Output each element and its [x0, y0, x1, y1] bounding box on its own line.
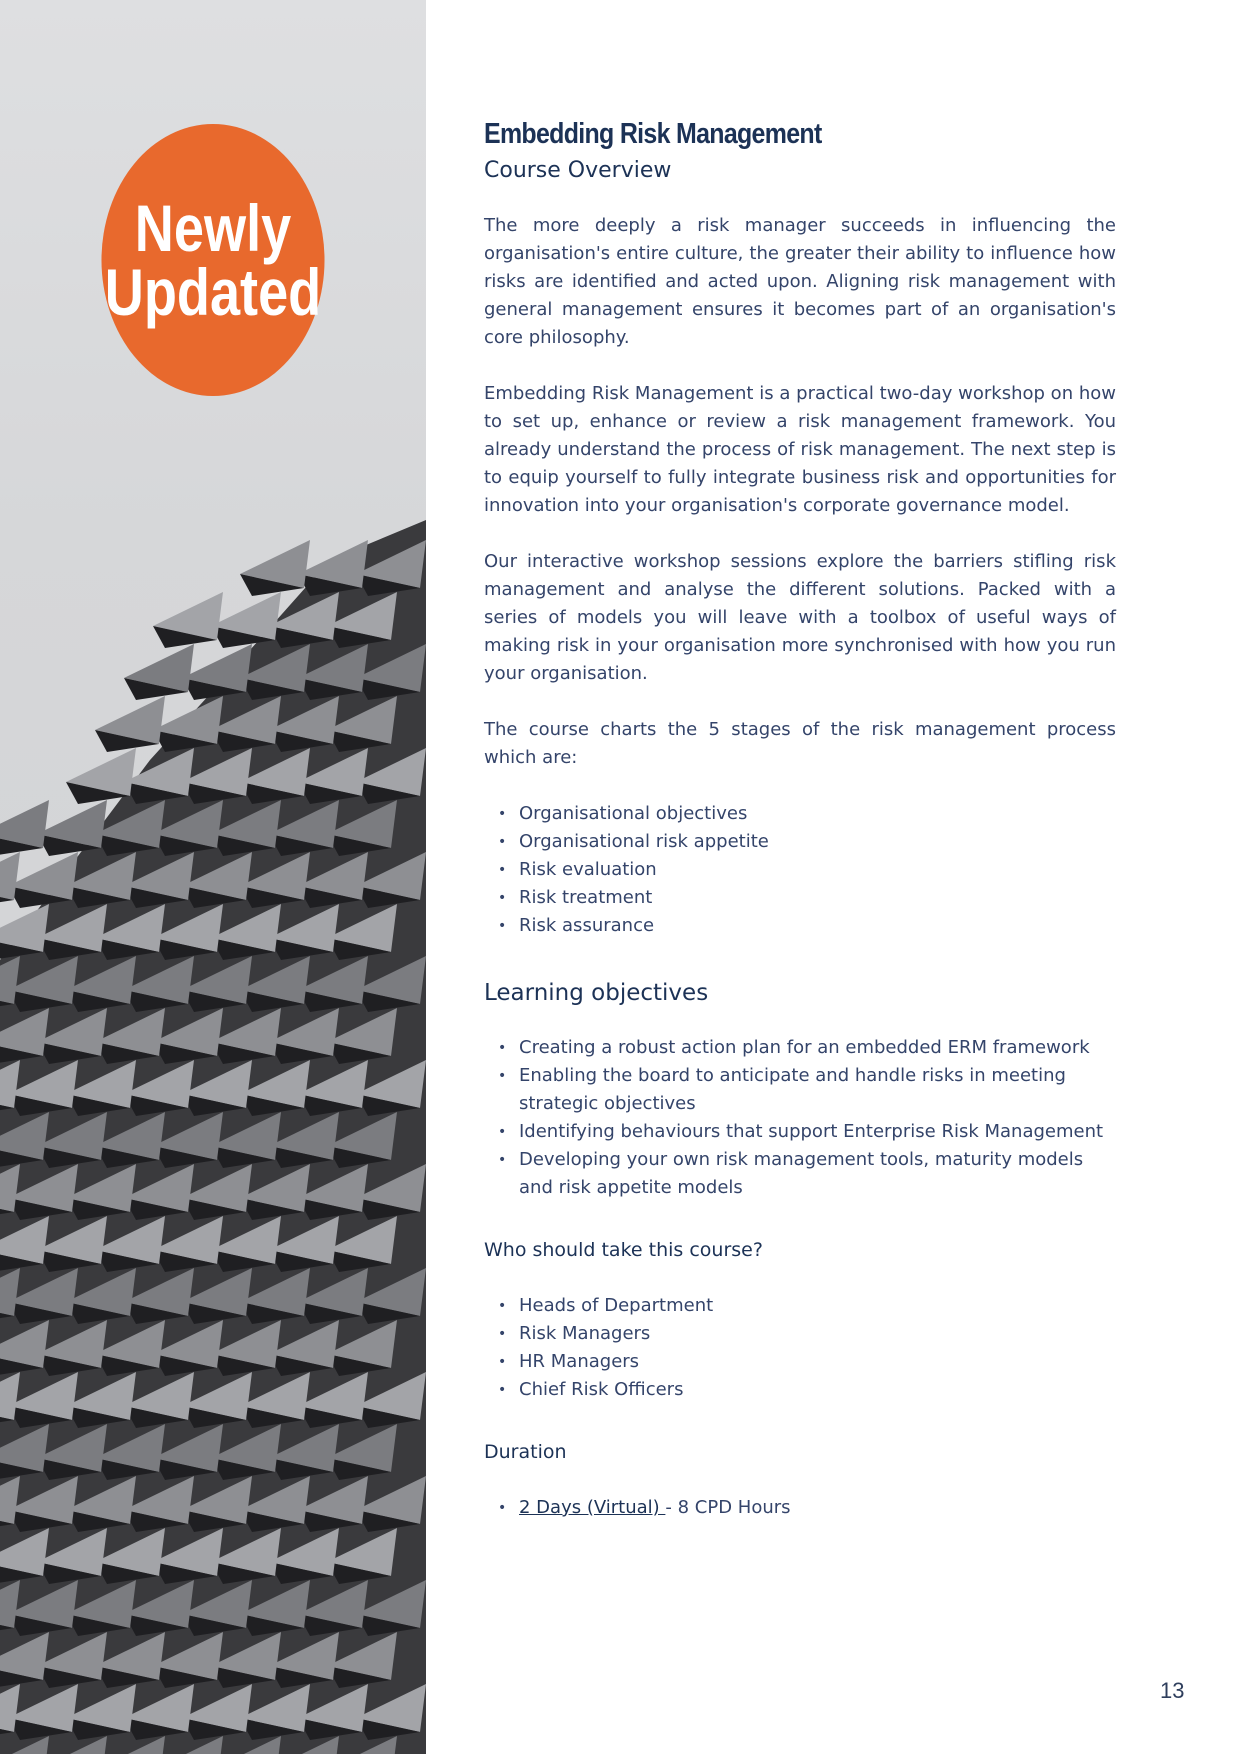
course-subtitle: Course Overview — [484, 158, 672, 183]
duration-list — [484, 1494, 1116, 1522]
overview-paragraph-4: The course charts the 5 stages of the risk management process which are: — [484, 719, 1116, 768]
list-item: • Organisational objectives — [519, 800, 1116, 828]
duration-heading: Duration — [484, 1441, 567, 1463]
newly-updated-badge — [101, 124, 324, 396]
duration-suffix: - 8 CPD Hours — [665, 1497, 791, 1518]
list-item: • Enabling the board to anticipate and handle risks in meeting strategic objectives — [519, 1062, 1116, 1118]
list-item: • Risk assurance — [519, 912, 1116, 940]
badge-line-1: Newly — [134, 191, 292, 265]
badge-line-2: Updated — [104, 255, 322, 329]
list-item: • Risk Managers — [519, 1320, 1116, 1348]
list-item: • Developing your own risk management tools, maturity models and risk appetite models — [519, 1146, 1116, 1202]
list-item: • Identifying behaviours that support Enterprise Risk Management — [519, 1118, 1116, 1146]
learning-objectives-heading: Learning objectives — [484, 980, 709, 1006]
list-item: • Heads of Department — [519, 1292, 1116, 1320]
stages-list — [484, 800, 1116, 940]
list-item: • Chief Risk Officers — [519, 1376, 1116, 1404]
audience-list — [484, 1292, 1116, 1404]
list-item: • Risk treatment — [519, 884, 1116, 912]
overview-paragraph-1: The more deeply a risk manager succeeds in influencing the organisation's entire culture, the greater their ability to influence how risks are identified and acted upon. Aligning risk management with general management ensures it becomes part of an organisation's core philosophy. — [484, 215, 1116, 348]
building-photo — [0, 0, 426, 1754]
overview-paragraph-2: Embedding Risk Management is a practical two-day workshop on how to set up, enhance or review a risk management framework. You already understand the process of risk management. The next step is to equip yourself to fully integrate business risk and opportunities for innovation into your organisation's corporate governance model. — [484, 383, 1116, 516]
audience-heading: Who should take this course? — [484, 1239, 763, 1261]
list-item — [519, 1494, 1116, 1522]
list-item: • Creating a robust action plan for an embedded ERM framework — [519, 1034, 1116, 1062]
course-title: Embedding Risk Management — [484, 118, 822, 150]
duration-link[interactable]: 2 Days (Virtual) — [519, 1497, 666, 1518]
learning-objectives-list — [484, 1034, 1116, 1202]
list-item: • HR Managers — [519, 1348, 1116, 1376]
page-number: 13 — [1160, 1678, 1185, 1703]
overview-paragraph-3: Our interactive workshop sessions explore the barriers stifling risk management and analyse the different solutions. Packed with a series of models you will leave with a toolbox of useful ways of making risk in your organisation more synchronised with how you run your organisation. — [484, 551, 1116, 684]
list-item: • Organisational risk appetite — [519, 828, 1116, 856]
list-item: • Risk evaluation — [519, 856, 1116, 884]
course-content — [484, 116, 1116, 1522]
